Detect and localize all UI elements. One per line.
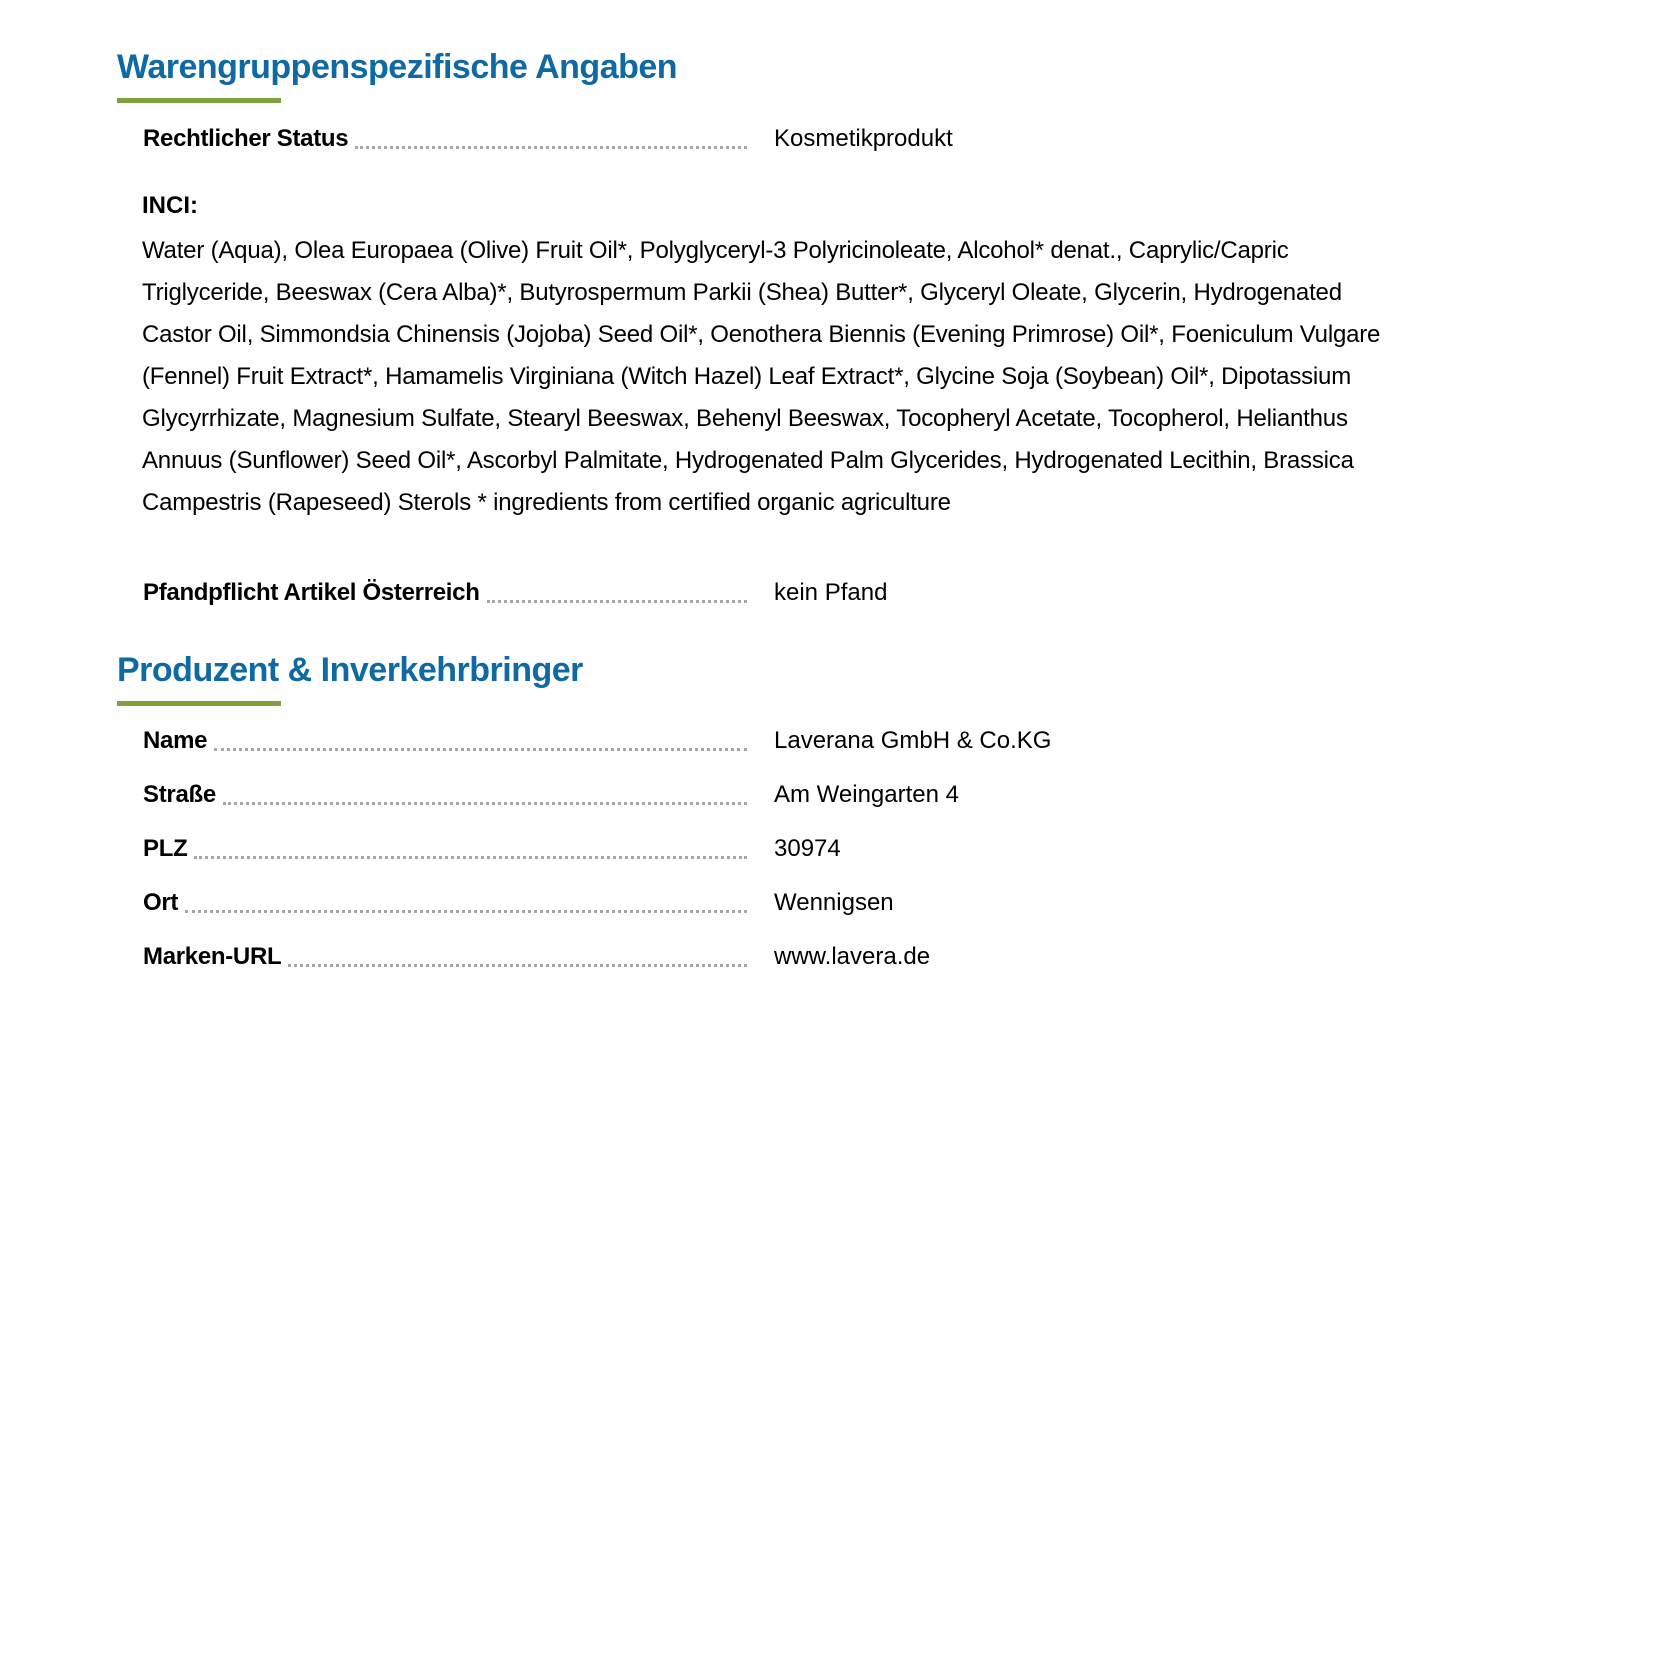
inci-label: INCI: — [142, 192, 198, 219]
section-title-produzent: Produzent & Inverkehrbringer — [117, 651, 583, 689]
field-row-rechtlicher-status — [143, 120, 1343, 154]
field-label-plz: PLZ — [143, 835, 188, 862]
field-label-strasse: Straße — [143, 781, 216, 808]
field-value-marken-url: www.lavera.de — [774, 943, 931, 970]
field-row-ort — [143, 884, 1343, 918]
leader-dots — [288, 964, 747, 967]
leader-dots — [194, 856, 747, 859]
field-label-pfandpflicht: Pfandpflicht Artikel Österreich — [143, 579, 480, 606]
field-row-marken-url — [143, 938, 1343, 972]
leader-dots — [214, 748, 747, 751]
leader-dots — [185, 910, 747, 913]
field-row-name — [143, 722, 1343, 756]
section-title-warengruppe: Warengruppenspezifische Angaben — [117, 48, 678, 86]
field-row-pfandpflicht — [143, 574, 1343, 608]
field-row-strasse — [143, 776, 1343, 810]
field-value-rechtlicher-status: Kosmetikprodukt — [774, 125, 953, 152]
field-label-marken-url: Marken-URL — [143, 943, 282, 970]
leader-dots — [355, 146, 747, 149]
leader-dots — [487, 600, 747, 603]
field-label-name: Name — [143, 727, 208, 754]
field-value-pfandpflicht: kein Pfand — [774, 579, 888, 606]
field-value-name: Laverana GmbH & Co.KG — [774, 727, 1052, 754]
field-value-plz: 30974 — [774, 835, 841, 862]
section-underline-produzent — [117, 701, 281, 706]
field-row-plz — [143, 830, 1343, 864]
section-underline-warengruppe — [117, 98, 281, 103]
field-value-ort: Wennigsen — [774, 889, 894, 916]
field-value-strasse: Am Weingarten 4 — [774, 781, 959, 808]
leader-dots — [223, 802, 747, 805]
field-label-rechtlicher-status: Rechtlicher Status — [143, 125, 349, 152]
inci-ingredients-text: Water (Aqua), Olea Europaea (Olive) Fruit Oil*, Polyglyceryl-3 Polyricinoleate, Alcohol* denat., Caprylic/Capric Triglyceride, Beeswax (Cera Alba)*, Butyrospermum Parkii (Shea) Butter*, Glyceryl Oleate, Glycerin, Hydrogenated Castor Oil, Simmondsia Chinensis (Jojoba) Seed Oil*, Oenothera Biennis (Evening Primrose) Oil*, Foeniculum Vulgare (Fennel) Fruit Extract*, Hamamelis Virginiana (Witch Hazel) Leaf Extract*, Glycine Soja (Soybean) Oil*, Dipotassium Glycyrrhizate, Magnesium Sulfate, Stearyl Beeswax, Behenyl Beeswax, Tocopheryl Acetate, Tocopherol, Helianthus Annuus (Sunflower) Seed Oil*, Ascorbyl Palmitate, Hydrogenated Palm Glycerides, Hydrogenated Lecithin, Brassica Campestris (Rapeseed) Sterols * ingredients from certified organic agriculture — [142, 237, 1381, 516]
field-label-ort: Ort — [143, 889, 179, 916]
